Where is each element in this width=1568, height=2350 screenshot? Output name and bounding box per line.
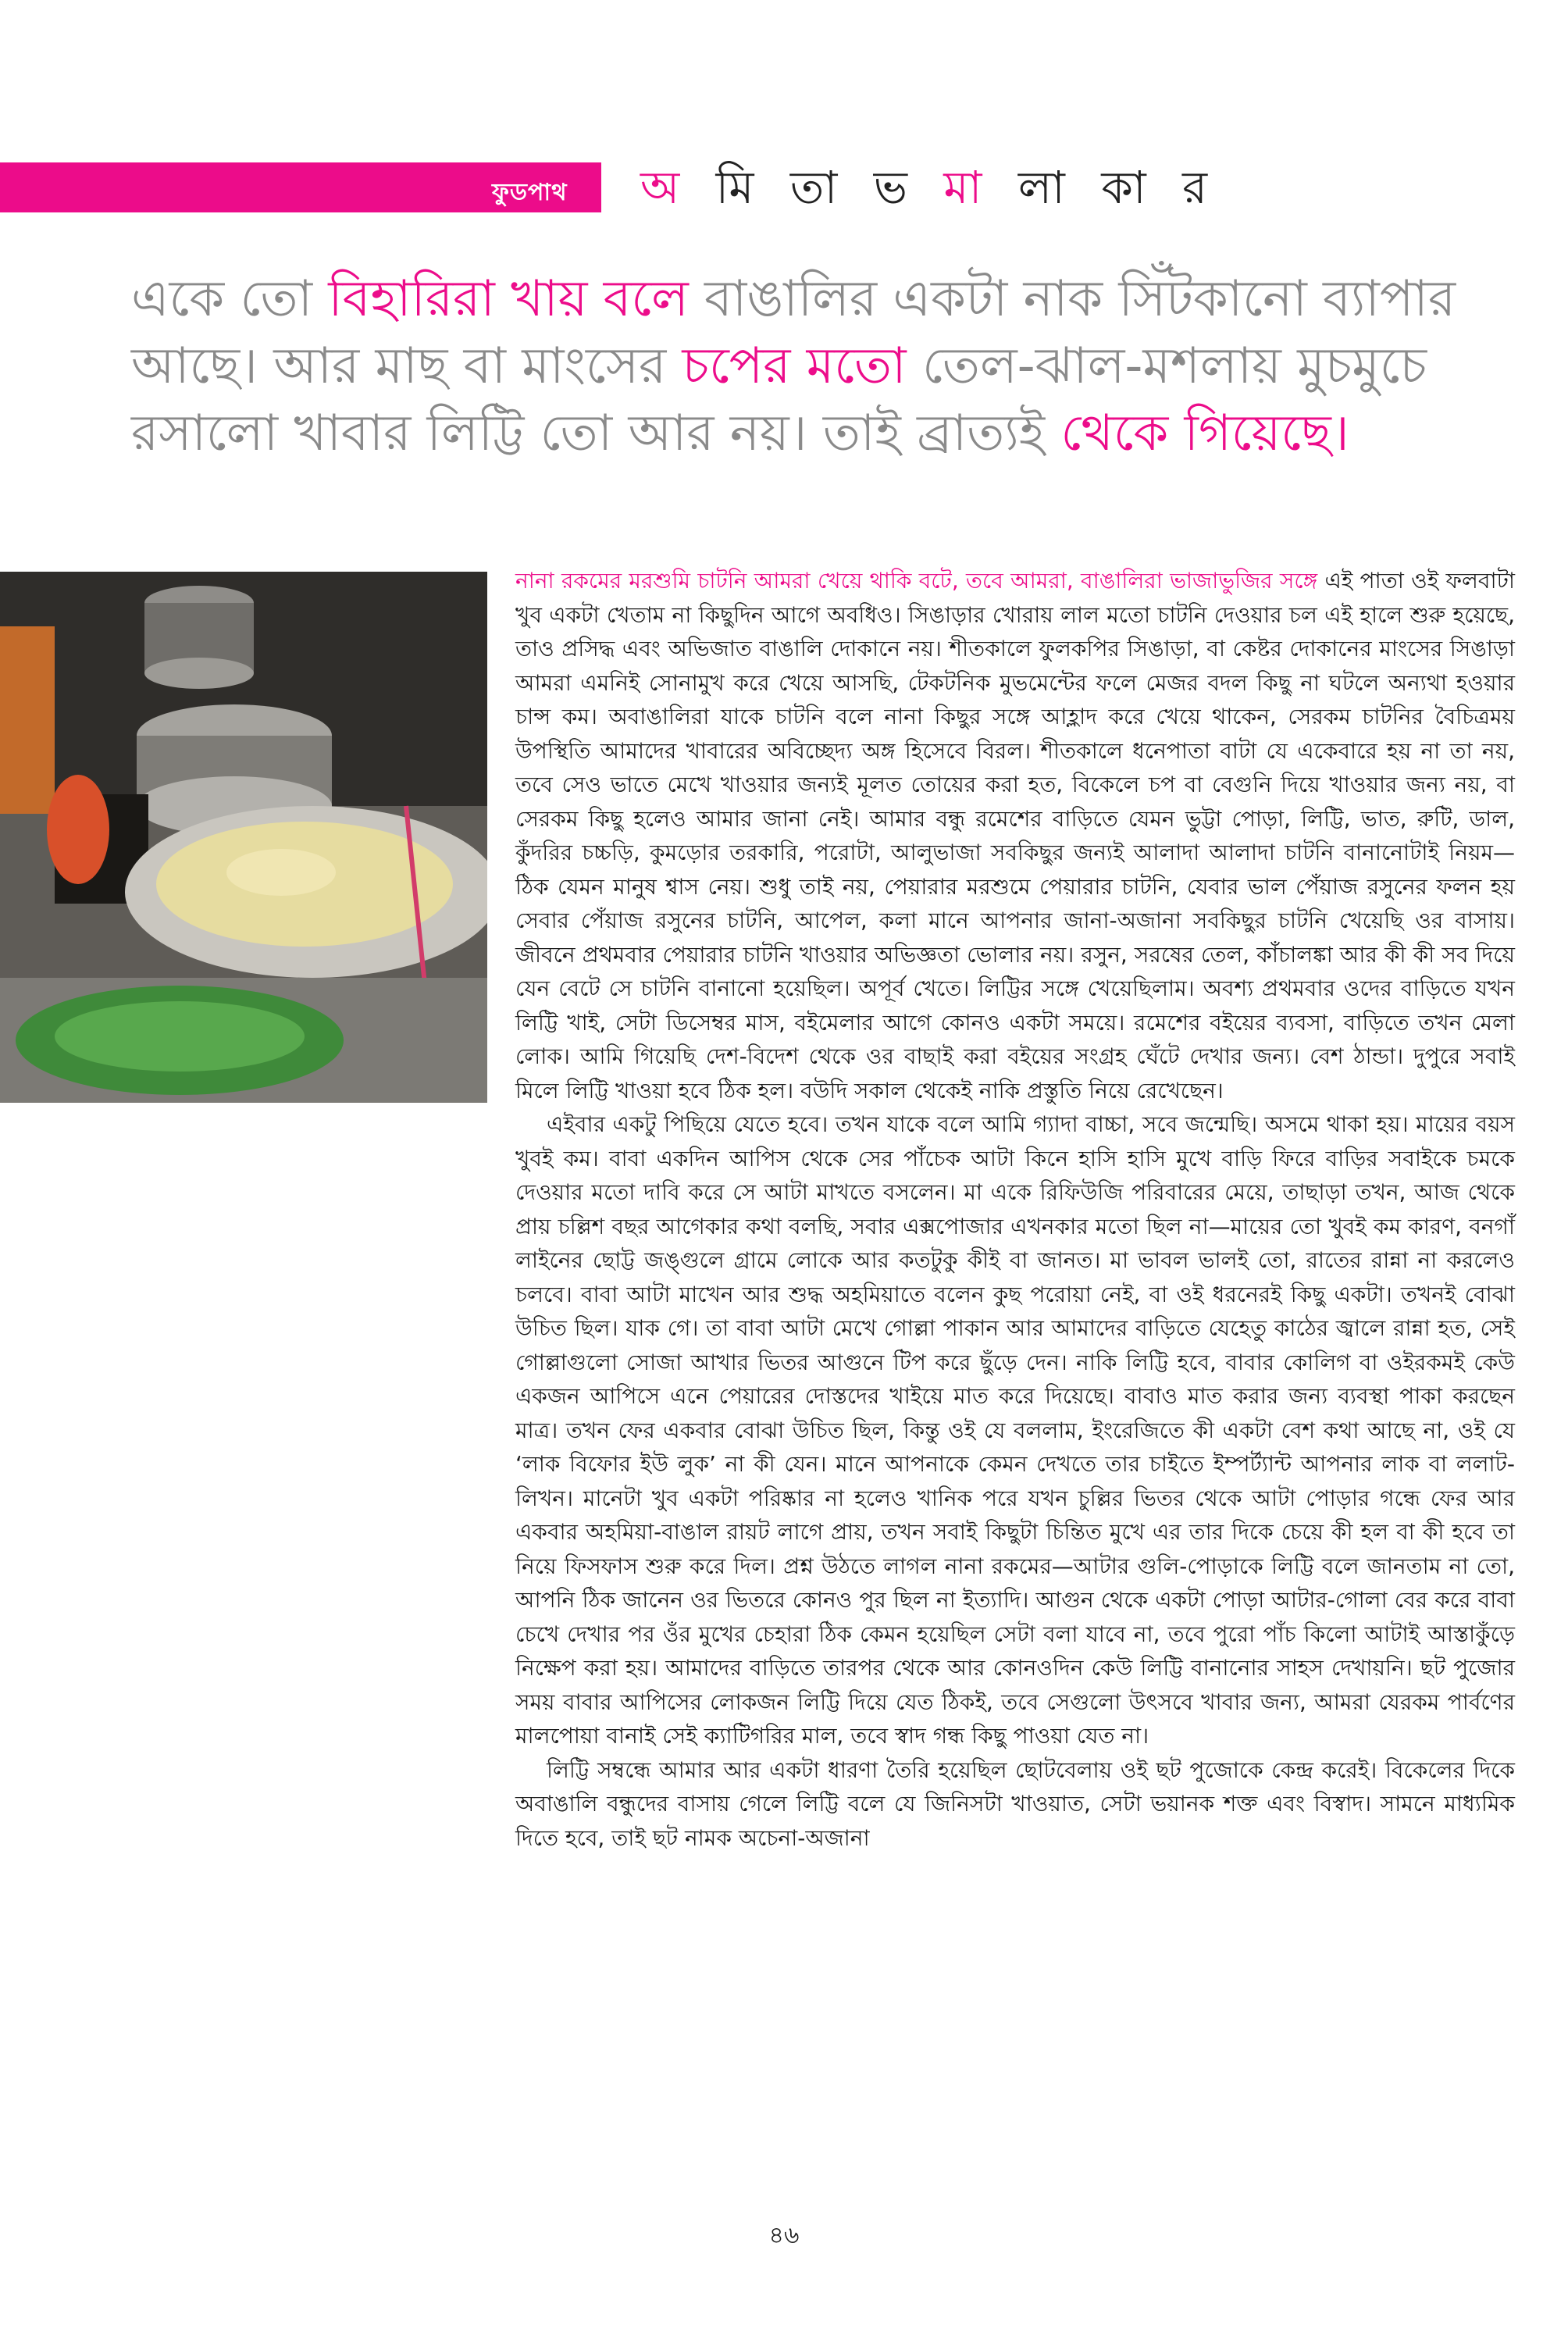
article-paragraph [515, 564, 1515, 1107]
lede-highlight: চপের মতো [682, 337, 907, 395]
lede-highlight: বিহারিরা খায় বলে [328, 270, 689, 328]
lede-paragraph [131, 266, 1459, 467]
author-part: তা [789, 161, 849, 214]
lede-text: তেল-ঝাল-মশলায় মুচমুচে রসালো খাবার লিট্টি তো আর নয়। তাই ব্রাত্যই [131, 337, 1427, 462]
article-paragraph: লিট্টি সম্বন্ধে আমার আর একটা ধারণা তৈরি হয়েছিল ছোটবেলায় ওই ছট পুজোকে কেন্দ্র করেই। বিকেলের দিকে অবাঙালি বন্ধুদের বাসায় গেলে লিট্টি বলে যে জিনিসটা খাওয়াত, সেটা ভয়ানক শক্ত এবং বিস্বাদ। সামনে মাধ্যমিক দিতে হবে, তাই ছট নামক অচেনা-অজানা [515, 1756, 1515, 1851]
author-part: মা [943, 161, 993, 214]
author-part: র [1182, 161, 1219, 214]
author-byline [640, 153, 1218, 229]
author-part: লা [1017, 161, 1076, 214]
author-part: অ [640, 161, 691, 214]
article-lead-highlight: নানা রকমের মরশুমি চাটনি আমরা খেয়ে থাকি বটে, তবে আমরা, বাঙালিরা ভাজাভুজির সঙ্গে [515, 568, 1318, 594]
author-part: ভ [873, 161, 918, 214]
article-paragraph: এইবার একটু পিছিয়ে যেতে হবে। তখন যাকে বলে আমি গ্যাদা বাচ্চা, সবে জন্মেছি। অসমে থাকা হয়। মায়ের বয়স খুবই কম। বাবা একদিন আপিস থেকে সের পাঁচেক আটা কিনে হাসি হাসি মুখে বাড়ি ফিরে বাড়ির সবাইকে চমকে দেওয়ার মতো দাবি করে সে আটা মাখতে বসলেন। মা একে রিফিউজি পরিবারের মেয়ে, তাছাড়া তখন, আজ থেকে প্রায় চল্লিশ বছর আগেকার কথা বলছি, সবার এক্সপোজার এখনকার মতো ছিল না—মায়ের তো খুবই কম কারণ, বনগাঁ লাইনের ছোট্ট জঙ্গুলে গ্রামে লোকে আর কতটুকু কীই বা জানত। মা ভাবল ভালই তো, রাতের রান্না না করলেও চলবে। বাবা আটা মাখেন আর শুদ্ধ অহমিয়াতে বলেন কুছ পরোয়া নেই, বা ওই ধরনেরই কিছু একটা। তখনই বোঝা উচিত ছিল। যাক গে। তা বাবা আটা মেখে গোল্লা পাকান আর আমাদের বাড়িতে যেহেতু কাঠের জ্বালে রান্না হত, সেই গোল্লাগুলো সোজা আখার ভিতর আগুনে টিপ করে ছুঁড়ে দেন। নাকি লিট্টি হবে, বাবার কোলিগ বা ওইরকমই কেউ একজন আপিসে এনে পেয়ারের দোস্তদের খাইয়ে মাত করে দিয়েছে। বাবাও মাত করার জন্য ব্যবস্থা পাকা করছেন মাত্র। তখন ফের একবার বোঝা উচিত ছিল, কিন্তু ওই যে বললাম, ইংরেজিতে কী একটা বেশ কথা আছে না, ওই যে ‘লাক বিফোর ইউ লুক’ না কী যেন। মানে আপনাকে কেমন দেখতে তার চাইতে ইম্পর্ট্যান্ট আপনার লাক বা ললাট-লিখন। মানেটা খুব একটা পরিষ্কার না হলেও খানিক পরে যখন চুল্লির ভিতর থেকে আটা পোড়ার গন্ধে ফের আর একবার অহমিয়া-বাঙাল রায়ট লাগে প্রায়, তখন সবাই কিছুটা চিন্তিত মুখে এর তার দিকে চেয়ে কী হল বা কী হবে তা নিয়ে ফিসফাস শুরু করে দিল। প্রশ্ন উঠতে লাগল নানা রকমের—আটার গুলি-পোড়াকে লিট্টি বলে জানতাম না তো, আপনি ঠিক জানেন ওর ভিতরে কোনও পুর ছিল না ইত্যাদি। আগুন থেকে একটা পোড়া আটার-গোলা বের করে বাবা চেখে দেখার পর ওঁর মুখের চেহারা ঠিক কেমন হয়েছিল সেটা বলা যাবে না, তবে পুরো পাঁচ কিলো আটাই আস্তাকুঁড়ে নিক্ষেপ করা হয়। আমাদের বাড়িতে তারপর থেকে আর কোনওদিন কেউ লিট্টি বানানোর সাহস দেখায়নি। ছট পুজোর সময় বাবার আপিসের লোকজন লিট্টি দিয়ে যেত ঠিকই, তবে সেগুলো উৎসবে খাবার জন্য, আমরা যেরকম পার্বণের মালপোয়া বানাই সেই ক্যাটিগরির মাল, তবে স্বাদ গন্ধ কিছু পাওয়া যেত না। [515, 1111, 1515, 1749]
article-body [515, 564, 1515, 1855]
food-photo [0, 572, 487, 1103]
lede-text: একে তো [131, 270, 329, 328]
lede-text: বাঙালির একটা নাক সিঁটকানো ব্যাপার আছে। আর মাছ বা মাংসের [131, 270, 1456, 395]
author-part: কা [1101, 161, 1157, 214]
article-text: এই পাতা ওই ফলবাটা খুব একটা খেতাম না কিছুদিন আগে অবধিও। সিঙাড়ার খোরায় লাল মতো চাটনি দেওয়ার চল এই হালে শুরু হয়েছে, তাও প্রসিদ্ধ এবং অভিজাত বাঙালি দোকানে নয়। শীতকালে ফুলকপির সিঙাড়া, বা কেষ্টর দোকানের মাংসের সিঙাড়া আমরা এমনিই সোনামুখ করে খেয়ে আসছি, টেকটনিক মুভমেন্টের ফলে মেজর বদল কিছু না ঘটলে অন্যথা হওয়ার চান্স কম। অবাঙালিরা যাকে চাটনি বলে নানা কিছুর সঙ্গে আহ্লাদ করে খেয়ে থাকেন, সেরকম চাটনির বৈচিত্রময় উপস্থিতি আমাদের খাবারের অবিচ্ছেদ্য অঙ্গ হিসেবে বিরল। শীতকালে ধনেপাতা বাটা যে একেবারে হয় না তা নয়, তবে সেও ভাতে মেখে খাওয়ার জন্যই মূলত তোয়ের করা হত, বিকেলে চপ বা বেগুনি দিয়ে খাওয়ার জন্য নয়, বা সেরকম কিছু হলেও আমার জানা নেই। আমার বন্ধু রমেশের বাড়িতে যেমন ভুট্টা পোড়া, লিট্টি, ভাত, রুটি, ডাল, কুঁদরির চচ্চড়ি, কুমড়োর তরকারি, পরোটা, আলুভাজা সবকিছুর জন্যই আলাদা আলাদা চাটনি বানানোটাই নিয়ম—ঠিক যেমন মানুষ শ্বাস নেয়। শুধু তাই নয়, পেয়ারার মরশুমে পেয়ারার চাটনি, যেবার ভাল পেঁয়াজ রসুনের ফলন হয় সেবার পেঁয়াজ রসুনের চাটনি, আপেল, কলা মানে আপনার জানা-অজানা সবকিছুর চাটনি খেয়েছি ওর বাসায়। জীবনে প্রথমবার পেয়ারার চাটনি খাওয়ার অভিজ্ঞতা ভোলার নয়। রসুন, সরষের তেল, কাঁচালঙ্কা আর কী কী সব দিয়ে যেন বেটে সে চাটনি বানানো হয়েছিল। অপূর্ব খেতে। লিট্টির সঙ্গে খেয়েছিলাম। অবশ্য প্রথমবার ওদের বাড়িতে যখন লিট্টি খাই, সেটা ডিসেম্বর মাস, বইমেলার আগে কোনও একটা সময়ে। রমেশের বইয়ের ব্যবসা, বাড়িতে তখন মেলা লোক। আমি গিয়েছি দেশ-বিদেশ থেকে ওর বাছাই করা বইয়ের সংগ্রহ ঘেঁটে দেখার জন্য। বেশ ঠান্ডা। দুপুরে সবাই মিলে লিট্টি খাওয়া হবে ঠিক হল। বউদি সকাল থেকেই নাকি প্রস্তুতি নিয়ে রেখেছেন। [515, 568, 1515, 1104]
section-tag: ফুডপাথ [492, 179, 568, 206]
page-number: ৪৬ [768, 2222, 800, 2249]
lede-highlight: থেকে গিয়েছে। [1060, 405, 1349, 462]
author-part: মি [715, 161, 765, 214]
food-photo-illustration [0, 572, 487, 1103]
